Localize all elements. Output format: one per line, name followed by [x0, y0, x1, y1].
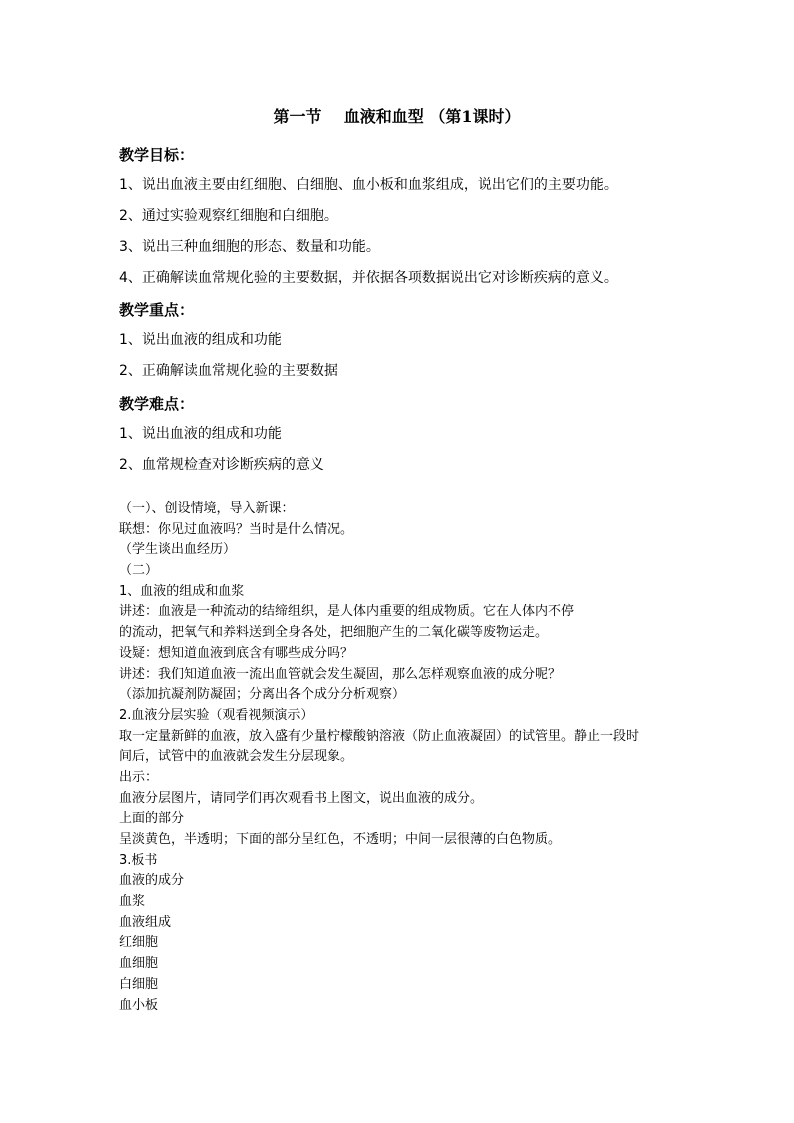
- body-line: 呈淡黄色，半透明；下面的部分呈红色，不透明；中间一层很薄的白色物质。: [119, 832, 562, 847]
- body-line: 红细胞: [119, 935, 159, 951]
- body-line: 3.板书: [119, 852, 158, 868]
- objective-item-1: 1、说出血液主要由红细胞、白细胞、血小板和血浆组成，说出它们的主要功能。: [119, 177, 618, 193]
- body-line: 联想：你见过血液吗？当时是什么情况。: [119, 521, 354, 537]
- difficulty-item-2: 2、血常规检查对诊断疾病的意义: [119, 457, 324, 473]
- difficulties-section: [119, 394, 739, 414]
- objectives-heading: 教学目标：: [119, 146, 195, 164]
- lesson-body: [119, 499, 699, 1016]
- objective-item: [119, 268, 739, 288]
- objective-item-4: 4、正确解读血常规化验的主要数据，并依据各项数据说出它对诊断疾病的意义。: [119, 270, 618, 286]
- objective-item-2: 2、通过实验观察红细胞和白细胞。: [119, 208, 338, 224]
- body-line: 设疑：想知道血液到底含有哪些成分吗？: [119, 645, 354, 661]
- difficulty-item: [119, 455, 739, 475]
- body-line: 血液组成: [119, 914, 172, 930]
- body-line: 血浆: [119, 894, 146, 910]
- key-point-item-1: 1、说出血液的组成和功能: [119, 332, 282, 348]
- body-line: 1、血液的组成和血浆: [119, 583, 245, 599]
- body-line: 取一定量新鲜的血液，放入盛有少量柠檬酸钠溶液（防止血液凝固）的试管里。静止一段时: [119, 728, 640, 744]
- objective-item: [119, 175, 739, 195]
- key-points-heading: 教学重点：: [119, 301, 195, 319]
- body-line: （二）: [119, 563, 159, 579]
- key-point-item-2: 2、正确解读血常规化验的主要数据: [119, 363, 338, 379]
- key-points-section: [119, 300, 739, 320]
- difficulties-heading: 教学难点：: [119, 395, 195, 413]
- objective-item-3: 3、说出三种血细胞的形态、数量和功能。: [119, 239, 380, 255]
- body-line: 血小板: [119, 997, 159, 1013]
- objective-item: [119, 237, 739, 257]
- objectives-section: [119, 145, 739, 165]
- key-point-item: [119, 330, 739, 350]
- body-line: （学生谈出血经历）: [119, 542, 237, 558]
- page-title: 第一节 血液和血型 （第1课时）: [273, 107, 521, 126]
- key-point-item: [119, 361, 739, 381]
- body-line: 血液分层图片，请同学们再次观看书上图文，说出血液的成分。: [119, 790, 484, 806]
- objective-item: [119, 206, 739, 226]
- body-line: 上面的部分: [119, 811, 185, 827]
- body-line: 的流动，把氧气和养料送到全身各处，把细胞产生的二氧化碳等废物运走。: [119, 625, 549, 641]
- body-line: 血液的成分: [119, 873, 185, 889]
- body-line: 讲述：我们知道血液一流出血管就会发生凝固，那么怎样观察血液的成分呢？: [119, 666, 562, 682]
- body-line: （添加抗凝剂防凝固；分离出各个成分分析观察）: [119, 687, 406, 703]
- body-line: 血细胞: [119, 956, 159, 972]
- body-line: 间后，试管中的血液就会发生分层现象。: [119, 749, 354, 765]
- body-line: 白细胞: [119, 976, 159, 992]
- difficulty-item: [119, 424, 739, 444]
- body-line: （一）、创设情境，导入新课：: [119, 501, 295, 516]
- body-line: 出示：: [119, 769, 159, 785]
- difficulty-item-1: 1、说出血液的组成和功能: [119, 426, 282, 442]
- body-line: 2.血液分层实验（观看视频演示）: [119, 707, 314, 723]
- body-line: 讲述：血液是一种流动的结缔组织，是人体内重要的组成物质。它在人体内不停: [119, 604, 575, 620]
